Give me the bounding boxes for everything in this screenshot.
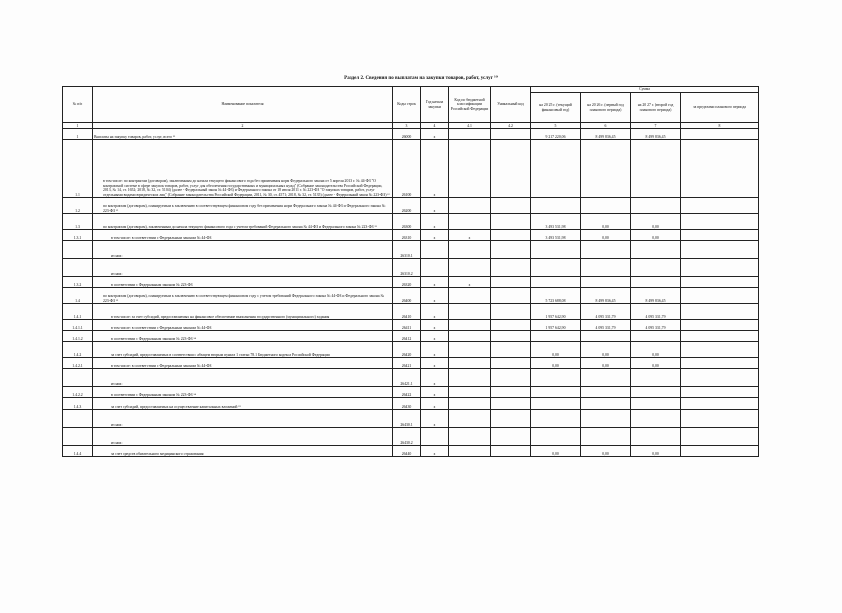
table-row <box>63 140 759 198</box>
column-number: 5 <box>531 123 581 129</box>
start-year: x <box>421 198 449 214</box>
unique-code <box>491 129 531 140</box>
sum-beyond-plan <box>681 304 759 320</box>
row-number: 1.3 <box>63 214 93 230</box>
sum-first-plan-year <box>581 259 631 277</box>
sum-beyond-plan <box>681 288 759 304</box>
sum-beyond-plan <box>681 198 759 214</box>
row-number: 1.4.2 <box>63 342 93 358</box>
indicator-name: в соответствии с Федеральным законом № 223-ФЗ ¹⁴ <box>93 387 393 398</box>
sum-first-plan-year <box>581 331 631 342</box>
indicator-name: из них: <box>93 259 393 277</box>
sum-second-plan-year <box>631 241 681 259</box>
table-row <box>63 410 759 428</box>
indicator-name: из них: <box>93 241 393 259</box>
sum-beyond-plan <box>681 230 759 241</box>
sum-second-plan-year: 0,00 <box>631 446 681 457</box>
line-code: 26420 <box>393 342 421 358</box>
unique-code <box>491 369 531 387</box>
sum-second-plan-year: 0,00 <box>631 230 681 241</box>
sum-first-plan-year <box>581 410 631 428</box>
row-number: 1.4.1 <box>63 304 93 320</box>
sum-current-year: 0,00 <box>531 446 581 457</box>
row-number: 1.1 <box>63 140 93 198</box>
column-number: 2 <box>93 123 393 129</box>
start-year: x <box>421 358 449 369</box>
sum-second-plan-year <box>631 428 681 446</box>
sum-current-year: 9 217 220,06 <box>531 129 581 140</box>
sum-current-year <box>531 387 581 398</box>
row-number: 1.4.3 <box>63 398 93 410</box>
indicator-name: из них: <box>93 369 393 387</box>
unique-code <box>491 288 531 304</box>
start-year: x <box>421 331 449 342</box>
sum-first-plan-year <box>581 369 631 387</box>
sum-first-plan-year <box>581 198 631 214</box>
sum-first-plan-year: 4 095 331,79 <box>581 320 631 331</box>
header-year2: на 20 26 г. (первый год планового периода) <box>581 93 631 123</box>
line-code: 26000 <box>393 129 421 140</box>
header-no: № п/п <box>63 87 93 123</box>
sum-second-plan-year <box>631 398 681 410</box>
sum-second-plan-year: 4 095 331,79 <box>631 304 681 320</box>
sum-current-year: 3 493 531,98 <box>531 230 581 241</box>
indicator-name: в том числе: в соответствии с Федеральным законом № 44-ФЗ <box>93 320 393 331</box>
unique-code <box>491 428 531 446</box>
sum-first-plan-year <box>581 398 631 410</box>
row-number: 1.2 <box>63 198 93 214</box>
line-code: 26410 <box>393 304 421 320</box>
sum-beyond-plan <box>681 446 759 457</box>
unique-code <box>491 259 531 277</box>
table-row <box>63 387 759 398</box>
sum-current-year <box>531 241 581 259</box>
budget-code <box>449 288 491 304</box>
row-number <box>63 410 93 428</box>
line-code: 26430.2 <box>393 428 421 446</box>
sum-current-year: 3 493 531,98 <box>531 214 581 230</box>
row-number: 1.4.1.2 <box>63 331 93 342</box>
unique-code <box>491 198 531 214</box>
table-header <box>63 87 759 129</box>
table-row <box>63 428 759 446</box>
budget-code <box>449 428 491 446</box>
budget-code <box>449 129 491 140</box>
row-number: 1.3.1 <box>63 230 93 241</box>
sum-first-plan-year <box>581 277 631 288</box>
sum-current-year <box>531 259 581 277</box>
budget-code <box>449 446 491 457</box>
sum-second-plan-year <box>631 140 681 198</box>
unique-code <box>491 410 531 428</box>
payments-table <box>62 86 759 457</box>
start-year: x <box>421 277 449 288</box>
sum-first-plan-year: 0,00 <box>581 230 631 241</box>
row-number: 1.4.4 <box>63 446 93 457</box>
header-uniq: Уникальный код <box>491 87 531 123</box>
column-number: 3 <box>393 123 421 129</box>
sum-second-plan-year <box>631 331 681 342</box>
sum-second-plan-year: 0,00 <box>631 214 681 230</box>
row-number: 1.4.1.1 <box>63 320 93 331</box>
indicator-name: за счет средств обязательного медицинского страхования <box>93 446 393 457</box>
indicator-name: из них: <box>93 410 393 428</box>
column-number: 8 <box>681 123 759 129</box>
sum-second-plan-year: 0,00 <box>631 342 681 358</box>
sum-current-year: 0,00 <box>531 358 581 369</box>
sum-second-plan-year <box>631 259 681 277</box>
sum-current-year <box>531 198 581 214</box>
unique-code <box>491 446 531 457</box>
budget-code: x <box>449 230 491 241</box>
indicator-name: по контрактам (договорам), планируемым к заключению в соответствующем финансовом году без применения норм Федерального закона № 44-ФЗ и Федерального закона № 223-ФЗ ¹² <box>93 198 393 214</box>
column-number: 6 <box>581 123 631 129</box>
header-year: Год начала закупки <box>421 87 449 123</box>
row-number: 1.4 <box>63 288 93 304</box>
budget-code: x <box>449 277 491 288</box>
sum-first-plan-year: 0,00 <box>581 214 631 230</box>
row-number <box>63 259 93 277</box>
header-code: Коды строк <box>393 87 421 123</box>
sum-beyond-plan <box>681 410 759 428</box>
table-row <box>63 304 759 320</box>
budget-code <box>449 410 491 428</box>
budget-code <box>449 214 491 230</box>
unique-code <box>491 331 531 342</box>
table-row <box>63 398 759 410</box>
row-number: 1.3.2 <box>63 277 93 288</box>
table-row <box>63 198 759 214</box>
start-year <box>421 259 449 277</box>
start-year <box>421 428 449 446</box>
sum-current-year <box>531 410 581 428</box>
indicator-name: в соответствии с Федеральным законом № 223-ФЗ ¹⁴ <box>93 331 393 342</box>
table-row <box>63 288 759 304</box>
table-row <box>63 230 759 241</box>
row-number <box>63 428 93 446</box>
sum-current-year: 1 957 642,90 <box>531 320 581 331</box>
column-number: 1 <box>63 123 93 129</box>
row-number <box>63 241 93 259</box>
row-number: 1.4.2.2 <box>63 387 93 398</box>
budget-code <box>449 331 491 342</box>
row-number <box>63 369 93 387</box>
unique-code <box>491 342 531 358</box>
sum-beyond-plan <box>681 140 759 198</box>
section-title: Раздел 2. Сведения по выплатам на закупки товаров, работ, услуг ¹⁰ <box>344 76 498 81</box>
budget-code <box>449 198 491 214</box>
line-code: 26430 <box>393 398 421 410</box>
budget-code <box>449 241 491 259</box>
line-code: 26310.2 <box>393 259 421 277</box>
sum-first-plan-year: 4 095 331,79 <box>581 304 631 320</box>
table-row <box>63 342 759 358</box>
sum-first-plan-year <box>581 241 631 259</box>
start-year: x <box>421 446 449 457</box>
budget-code <box>449 304 491 320</box>
budget-code <box>449 398 491 410</box>
budget-code <box>449 342 491 358</box>
unique-code <box>491 304 531 320</box>
sum-first-plan-year <box>581 140 631 198</box>
column-number: 7 <box>631 123 681 129</box>
table-row <box>63 214 759 230</box>
sum-beyond-plan <box>681 331 759 342</box>
table-row <box>63 259 759 277</box>
line-code: 26310.1 <box>393 241 421 259</box>
sum-second-plan-year: 8 499 836,45 <box>631 288 681 304</box>
header-bk: Код по бюджетной классификации Российской Федерации <box>449 87 491 123</box>
line-code: 26320 <box>393 277 421 288</box>
column-number: 4.1 <box>449 123 491 129</box>
header-sum: Сумма <box>531 87 759 93</box>
line-code: 26400 <box>393 288 421 304</box>
sum-first-plan-year <box>581 387 631 398</box>
header-name: Наименование показателя <box>93 87 393 123</box>
budget-code <box>449 358 491 369</box>
column-number: 4.2 <box>491 123 531 129</box>
unique-code <box>491 140 531 198</box>
line-code: 26412 <box>393 331 421 342</box>
sum-current-year: 5 723 688,08 <box>531 288 581 304</box>
sum-beyond-plan <box>681 398 759 410</box>
indicator-name: в соответствии с Федеральным законом № 223-ФЗ <box>93 277 393 288</box>
unique-code <box>491 320 531 331</box>
sum-second-plan-year <box>631 277 681 288</box>
start-year: x <box>421 129 449 140</box>
column-number: 4 <box>421 123 449 129</box>
start-year: x <box>421 140 449 198</box>
sum-first-plan-year <box>581 428 631 446</box>
sum-first-plan-year: 8 499 836,45 <box>581 288 631 304</box>
sum-beyond-plan <box>681 320 759 331</box>
unique-code <box>491 398 531 410</box>
line-code: 26430.1 <box>393 410 421 428</box>
sum-beyond-plan <box>681 369 759 387</box>
sum-beyond-plan <box>681 342 759 358</box>
start-year: x <box>421 214 449 230</box>
sum-beyond-plan <box>681 277 759 288</box>
table-row <box>63 331 759 342</box>
start-year: x <box>421 398 449 410</box>
unique-code <box>491 387 531 398</box>
sum-first-plan-year: 0,00 <box>581 446 631 457</box>
table-row <box>63 277 759 288</box>
sum-current-year <box>531 277 581 288</box>
line-code: 26411 <box>393 320 421 331</box>
line-code: 26421 <box>393 358 421 369</box>
line-code: 26200 <box>393 198 421 214</box>
budget-code <box>449 387 491 398</box>
start-year <box>421 241 449 259</box>
sum-second-plan-year: 0,00 <box>631 358 681 369</box>
sum-first-plan-year: 8 499 836,45 <box>581 129 631 140</box>
sum-second-plan-year: 4 095 331,79 <box>631 320 681 331</box>
indicator-name: за счет субсидий, предоставляемых в соответствии с абзацем вторым пункта 1 статьи 78.1 Бюджетного кодекса Российской Федерации <box>93 342 393 358</box>
row-number: 1 <box>63 129 93 140</box>
sum-second-plan-year <box>631 369 681 387</box>
sum-first-plan-year: 0,00 <box>581 358 631 369</box>
table-row <box>63 241 759 259</box>
sum-beyond-plan <box>681 387 759 398</box>
indicator-name: в том числе: в соответствии с Федеральным законом № 44-ФЗ <box>93 358 393 369</box>
budget-code <box>449 140 491 198</box>
sum-beyond-plan <box>681 214 759 230</box>
sum-beyond-plan <box>681 259 759 277</box>
unique-code <box>491 230 531 241</box>
line-code: 26300 <box>393 214 421 230</box>
indicator-name: по контрактам (договорам), заключенным до начала текущего финансового года с учетом требований Федерального закона № 44-ФЗ и Федерального закона № 223-ФЗ ¹³ <box>93 214 393 230</box>
indicator-name: Выплаты на закупку товаров, работ, услуг, всего ¹¹ <box>93 129 393 140</box>
header-year3: на 20 27 г. (второй год планового периода) <box>631 93 681 123</box>
indicator-name: в том числе: по контрактам (договорам), заключенным до начала текущего финансового года без применения норм Федерального закона от 5 апреля 2013 г. № 44-ФЗ "О контрактной системе в сфере закупок товаров, работ, услуг для обеспечения государственных и муниципальных нужд" (Собрание законодательства Российской Федерации, 2013, № 14, ст. 1652; 2018, № 32, ст. 5104) (далее - Федеральный закон № 44-ФЗ) и Федерального закона от 18 июля 2011 г. № 223-ФЗ "О закупках товаров, работ, услуг отдельными видами юридических лиц" (Собрание законодательства Российской Федерации, 2011, № 30, ст. 4571; 2018, № 32, ст. 5135) (далее - Федеральный закон № 223-ФЗ) ¹² <box>93 140 393 198</box>
sum-second-plan-year <box>631 410 681 428</box>
row-number: 1.4.2.1 <box>63 358 93 369</box>
sum-current-year <box>531 140 581 198</box>
sum-current-year <box>531 398 581 410</box>
indicator-name: по контрактам (договорам), планируемым к заключению в соответствующем финансовом году с учетом требований Федерального закона № 44-ФЗ и Федерального закона № 223-ФЗ ¹³ <box>93 288 393 304</box>
budget-code <box>449 320 491 331</box>
sum-current-year: 0,00 <box>531 342 581 358</box>
budget-code <box>449 259 491 277</box>
indicator-name: в том числе: за счет субсидий, предоставляемых на финансовое обеспечение выполнения государственного (муниципального) задания <box>93 304 393 320</box>
start-year: x <box>421 410 449 428</box>
header-beyond: за пределами планового периода <box>681 93 759 123</box>
start-year: x <box>421 304 449 320</box>
table-body <box>63 129 759 457</box>
start-year: x <box>421 369 449 387</box>
unique-code <box>491 214 531 230</box>
line-code: 26310 <box>393 230 421 241</box>
sum-beyond-plan <box>681 358 759 369</box>
unique-code <box>491 358 531 369</box>
table-row <box>63 129 759 140</box>
indicator-name: за счет субсидий, предоставляемых на осуществление капитальных вложений ¹⁵ <box>93 398 393 410</box>
budget-code <box>449 369 491 387</box>
sum-current-year <box>531 369 581 387</box>
sum-beyond-plan <box>681 241 759 259</box>
sum-beyond-plan <box>681 129 759 140</box>
unique-code <box>491 277 531 288</box>
unique-code <box>491 241 531 259</box>
sum-second-plan-year <box>631 387 681 398</box>
header-year1: на 20 25 г. (текущий финансовый год) <box>531 93 581 123</box>
sum-current-year: 1 957 642,90 <box>531 304 581 320</box>
table-row <box>63 369 759 387</box>
table-row <box>63 358 759 369</box>
table-row <box>63 320 759 331</box>
sum-beyond-plan <box>681 428 759 446</box>
start-year: x <box>421 230 449 241</box>
table-row <box>63 446 759 457</box>
start-year: x <box>421 288 449 304</box>
indicator-name: в том числе: в соответствии с Федеральным законом № 44-ФЗ <box>93 230 393 241</box>
line-code: 26421.1 <box>393 369 421 387</box>
sum-second-plan-year: 8 499 836,45 <box>631 129 681 140</box>
sum-second-plan-year <box>631 198 681 214</box>
sum-first-plan-year: 0,00 <box>581 342 631 358</box>
indicator-name: из них: <box>93 428 393 446</box>
line-code: 26100 <box>393 140 421 198</box>
sum-current-year <box>531 428 581 446</box>
start-year: x <box>421 342 449 358</box>
line-code: 26422 <box>393 387 421 398</box>
line-code: 26440 <box>393 446 421 457</box>
sum-current-year <box>531 331 581 342</box>
start-year: x <box>421 320 449 331</box>
start-year: x <box>421 387 449 398</box>
